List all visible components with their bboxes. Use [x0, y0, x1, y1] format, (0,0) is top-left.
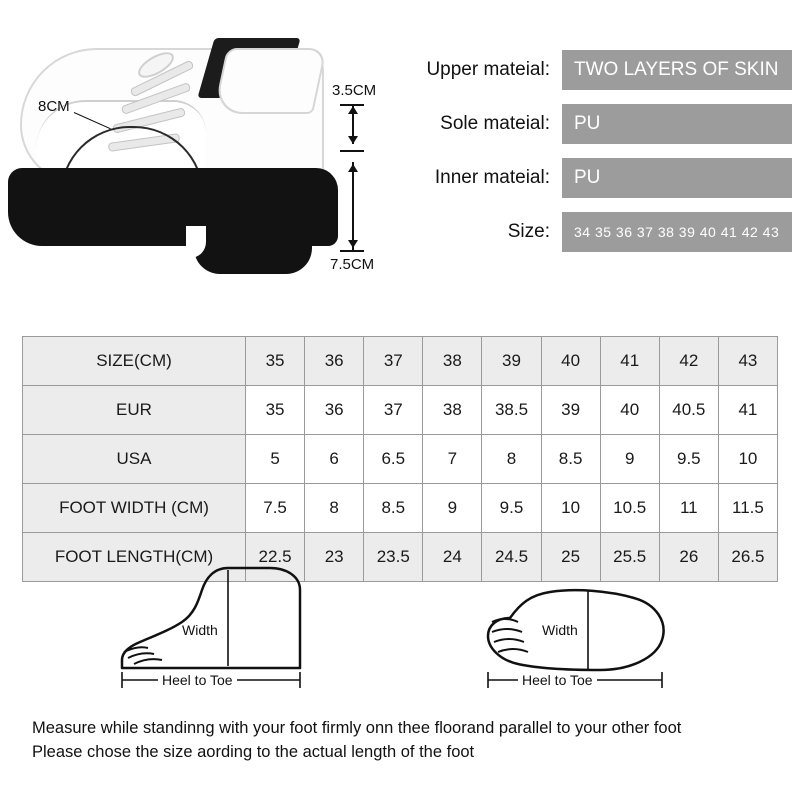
width-label: Width — [542, 622, 578, 638]
spec-list — [382, 48, 792, 264]
shoe-collar — [213, 48, 327, 114]
heel-to-toe-label: Heel to Toe — [518, 672, 597, 688]
foot-diagram-side — [110, 560, 340, 700]
table-cell: 43 — [718, 337, 777, 386]
table-cell: 7 — [423, 435, 482, 484]
table-cell: 24 — [423, 533, 482, 582]
table-cell: 23 — [305, 533, 364, 582]
table-cell: 7.5 — [246, 484, 305, 533]
table-cell: 25.5 — [600, 533, 659, 582]
row-header: EUR — [23, 386, 246, 435]
table-cell: 8.5 — [364, 484, 423, 533]
table-cell: 26.5 — [718, 533, 777, 582]
table-cell: 40 — [541, 337, 600, 386]
spec-row-upper-material — [382, 48, 792, 92]
dimension-line — [352, 162, 354, 250]
table-row — [23, 484, 778, 533]
total-height-dimension-label: 7.5CM — [330, 256, 375, 273]
table-cell: 40 — [600, 386, 659, 435]
table-cell: 35 — [246, 337, 305, 386]
dimension-tick — [340, 250, 364, 252]
spec-value: 34 35 36 37 38 39 40 41 42 43 — [562, 212, 792, 252]
heel-to-toe-label: Heel to Toe — [158, 672, 237, 688]
table-cell: 5 — [246, 435, 305, 484]
arrow-up-icon — [348, 164, 358, 172]
table-cell: 8 — [482, 435, 541, 484]
size-chart — [22, 336, 778, 582]
table-cell: 36 — [305, 386, 364, 435]
arrow-up-icon — [348, 106, 358, 114]
foot-diagram-top — [470, 560, 700, 700]
table-cell: 38 — [423, 337, 482, 386]
table-cell: 9 — [423, 484, 482, 533]
measurement-diagrams — [0, 560, 800, 710]
row-header: SIZE(CM) — [23, 337, 246, 386]
table-cell: 41 — [600, 337, 659, 386]
table-cell: 10 — [541, 484, 600, 533]
table-cell: 9.5 — [482, 484, 541, 533]
table-cell: 8.5 — [541, 435, 600, 484]
spec-row-sole-material — [382, 102, 792, 146]
spec-label: Size: — [507, 221, 550, 242]
table-cell: 42 — [659, 337, 718, 386]
row-header: FOOT WIDTH (CM) — [23, 484, 246, 533]
table-cell: 24.5 — [482, 533, 541, 582]
spec-row-size — [382, 210, 792, 254]
table-cell: 10.5 — [600, 484, 659, 533]
shoe-platform-sole — [8, 168, 338, 246]
size-chart-table — [22, 336, 778, 582]
platform-height-dimension-label: 3.5CM — [332, 82, 377, 99]
spec-label: Inner mateial: — [434, 167, 550, 188]
arrow-down-icon — [348, 240, 358, 248]
table-cell: 37 — [364, 386, 423, 435]
spec-row-inner-material — [382, 156, 792, 200]
arrow-down-icon — [348, 136, 358, 144]
table-cell: 39 — [482, 337, 541, 386]
table-cell: 38.5 — [482, 386, 541, 435]
table-row — [23, 386, 778, 435]
table-cell: 11 — [659, 484, 718, 533]
table-cell: 37 — [364, 337, 423, 386]
shoe-illustration — [8, 30, 338, 270]
note-line-1: Measure while standinng with your foot firmly onn thee floorand parallel to your other foot — [32, 719, 682, 737]
table-cell: 9.5 — [659, 435, 718, 484]
table-cell: 38 — [423, 386, 482, 435]
table-cell: 23.5 — [364, 533, 423, 582]
table-row — [23, 435, 778, 484]
table-cell: 35 — [246, 386, 305, 435]
table-cell: 11.5 — [718, 484, 777, 533]
table-cell: 6.5 — [364, 435, 423, 484]
spec-value: PU — [562, 158, 792, 198]
table-cell: 41 — [718, 386, 777, 435]
spec-label: Sole mateial: — [440, 113, 550, 134]
table-cell: 40.5 — [659, 386, 718, 435]
table-cell: 25 — [541, 533, 600, 582]
table-cell: 9 — [600, 435, 659, 484]
width-dimension-label: 8CM — [38, 98, 70, 115]
dimension-tick — [340, 150, 364, 152]
product-image — [0, 0, 377, 320]
measurement-notes — [32, 716, 772, 764]
spec-value: TWO LAYERS OF SKIN — [562, 50, 792, 90]
table-row — [23, 337, 778, 386]
table-cell: 36 — [305, 337, 364, 386]
table-cell: 22.5 — [246, 533, 305, 582]
row-header: FOOT LENGTH(CM) — [23, 533, 246, 582]
table-cell: 39 — [541, 386, 600, 435]
table-cell: 6 — [305, 435, 364, 484]
row-header: USA — [23, 435, 246, 484]
table-cell: 26 — [659, 533, 718, 582]
spec-label: Upper mateial: — [426, 59, 550, 80]
table-cell: 10 — [718, 435, 777, 484]
width-label: Width — [182, 622, 218, 638]
product-spec-section — [0, 0, 800, 320]
note-line-2: Please chose the size aording to the actual length of the foot — [32, 743, 475, 761]
spec-value: PU — [562, 104, 792, 144]
table-cell: 8 — [305, 484, 364, 533]
